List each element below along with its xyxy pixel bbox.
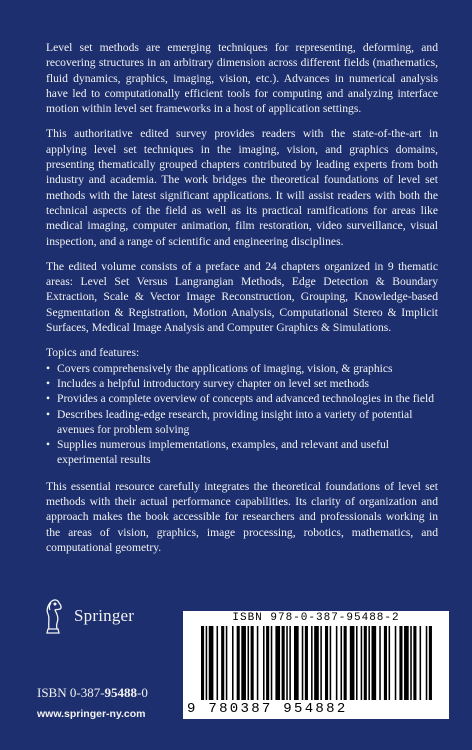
barcode-bar [344, 626, 347, 700]
barcode [199, 626, 435, 700]
barcode-bar [330, 626, 332, 700]
barcode-bar [226, 626, 228, 700]
topics-list [46, 361, 438, 468]
barcode-bar [263, 626, 265, 700]
barcode-bar [379, 626, 381, 700]
topic-item: • Describes leading-edge research, providing insight into a variety of potential avenues for problem solving [46, 407, 438, 438]
barcode-bar [429, 626, 432, 700]
barcode-bar [241, 626, 246, 700]
publisher-name: Springer [74, 606, 135, 625]
barcode-bar [237, 626, 240, 700]
isbn-suffix: -0 [137, 685, 148, 700]
isbn-footer [37, 685, 148, 701]
barcode-bar [209, 626, 214, 700]
barcode-bar [341, 626, 343, 700]
barcode-bar [399, 626, 402, 700]
barcode-bar [320, 626, 322, 700]
topics-heading: Topics and features: [46, 346, 140, 360]
barcode-bar [389, 626, 391, 700]
topic-item: • Includes a helpful introductory survey chapter on level set methods [46, 376, 438, 391]
barcode-bar [232, 626, 234, 700]
isbn-prefix: ISBN 0-387- [37, 685, 105, 700]
barcode-bar [372, 626, 377, 700]
topic-item: • Provides a complete overview of concepts and advanced technologies in the field [46, 391, 438, 406]
barcode-bar [336, 626, 338, 700]
barcode-bar [286, 626, 288, 700]
barcode-bar [361, 626, 363, 700]
barcode-bar [251, 626, 254, 700]
intro-paragraph: Level set methods are emerging techniques for representing, deforming, and recovering structures in an arbitrary dimension across different fields (mathematics, fluid dynamics, graphics, imaging, vision, etc.). Advances in numerical analysis have led to computationally efficient tools for computing and analyzing interface motion within level set frameworks in a host of application settings. [46, 41, 438, 116]
barcode-bar [217, 626, 219, 700]
barcode-bar [325, 626, 328, 700]
publisher-url: www.springer-ny.com [37, 708, 146, 720]
barcode-bar [305, 626, 308, 700]
barcode-bar [275, 626, 280, 700]
barcode-bar [257, 626, 259, 700]
barcode-bar [356, 626, 358, 700]
barcode-digits: 9 780387 954882 [187, 701, 348, 717]
barcode-isbn: ISBN 978-0-387-95488-2 [232, 612, 400, 624]
isbn-bold: 95488 [104, 685, 138, 700]
springer-knight-logo-icon [38, 596, 68, 636]
barcode-bar [384, 626, 387, 700]
back-cover-text [46, 40, 438, 565]
barcode-bar [364, 626, 367, 700]
barcode-bar [420, 626, 422, 700]
barcode-bar [314, 626, 319, 700]
barcode-bar [271, 626, 273, 700]
barcode-bar [410, 626, 412, 700]
barcode-bar [302, 626, 304, 700]
barcode-bar [248, 626, 250, 700]
topic-item: • Covers comprehensively the applications of imaging, vision, & graphics [46, 361, 438, 376]
topic-item: • Supplies numerous implementations, examples, and relevant and useful experimental results [46, 437, 438, 468]
barcode-bar [282, 626, 285, 700]
springer-logo [38, 596, 134, 636]
barcode-bar [201, 626, 204, 700]
barcode-bar [294, 626, 299, 700]
barcode-bar [426, 626, 428, 700]
barcode-bar [221, 626, 224, 700]
barcode-box [183, 611, 449, 719]
barcode-bar [206, 626, 208, 700]
barcode-bar [266, 626, 269, 700]
contents-paragraph: The edited volume consists of a preface and 24 chapters organized in 9 thematic areas: Level Set Versus Langrangian Methods, Edge Detection & Boundary Extraction, Scale & Vector Image Reconstruction, Grouping, Knowledge-based Segmentation & Registration, Motion Analysis, Computational Stereo & Implicit Surfaces, Medical Image Analysis and Computer Graphics & Simulations. [46, 259, 438, 335]
barcode-bar [311, 626, 313, 700]
barcode-bar [413, 626, 416, 700]
barcode-bar [289, 626, 291, 700]
barcode-bar [404, 626, 409, 700]
barcode-bar [395, 626, 397, 700]
barcode-bar [368, 626, 370, 700]
closing-paragraph: This essential resource carefully integrates the theoretical foundations of level set methods with their actual performance capabilities. Its clarity of organization and approach makes the book accessible for researchers and professionals working in the areas of vision, graphics, image processing, robotics, mathematics, and computational geometry. [46, 479, 438, 554]
survey-paragraph: This authoritative edited survey provides readers with the state-of-the-art in applying level set techniques in the imaging, vision, and graphics domains, presenting thematically grouped chapters contributed by leading experts from both industry and academia. The work bridges the theoretical foundations of level set methods with the latest significant applications. It will assist readers with both the technical aspects of the field as well as its practical ramifications for areas like medical imaging, computer animation, film restoration, video surveillance, visual inspection, and a range of scientific and engineering disciplines. [46, 127, 438, 248]
barcode-bar [350, 626, 355, 700]
